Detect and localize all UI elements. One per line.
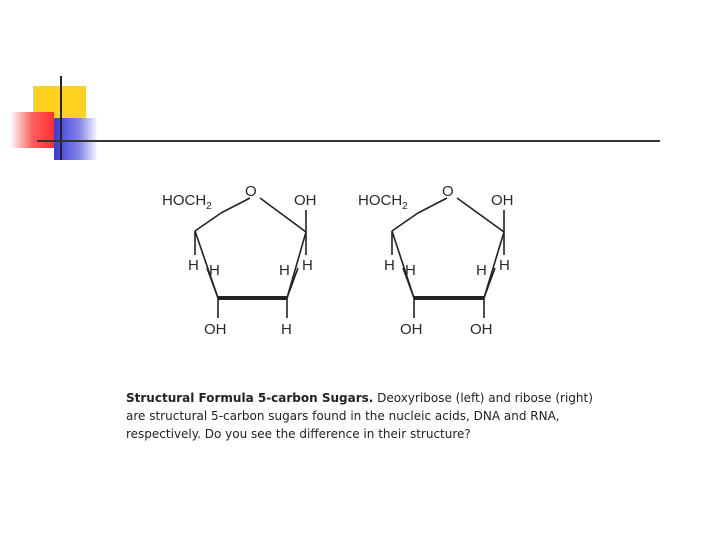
label-hoch2: $HOCH_2$ — [358, 192, 408, 212]
ring-bond-c4-o — [418, 198, 447, 213]
label-c4-h-right: H — [405, 262, 416, 279]
ring-bond-c4-top — [195, 213, 221, 231]
ring-bond-c4-o — [221, 198, 250, 213]
label-c1-h-left: H — [279, 262, 290, 279]
label-c1-oh: OH — [491, 192, 514, 209]
caption-body: Deoxyribose (left) and ribose (right) are structural 5-carbon sugars found in the nucleic acids, DNA and RNA, respectively. Do you see the difference in their structure? — [126, 391, 593, 441]
label-ring-oxygen: O — [245, 183, 257, 200]
label-c1-oh: OH — [294, 192, 317, 209]
label-c2-oh: OH — [470, 321, 493, 338]
label-c1-h-right: H — [302, 257, 313, 274]
figure-caption — [126, 389, 596, 443]
label-c3-oh: OH — [400, 321, 423, 338]
ribose-structure — [392, 198, 504, 318]
label-c1-h-left: H — [476, 262, 487, 279]
label-hoch2: $HOCH_2$ — [162, 192, 212, 212]
ribose-labels — [358, 183, 514, 338]
label-c2-h: H — [281, 321, 292, 338]
label-c3-oh: OH — [204, 321, 227, 338]
label-c4-h-right: H — [209, 262, 220, 279]
caption-title: Structural Formula 5-carbon Sugars. — [126, 391, 374, 405]
label-c4-h-left: H — [188, 257, 199, 274]
deoxyribose-structure — [195, 198, 306, 318]
ring-bond-c4-top — [392, 213, 418, 231]
label-ring-oxygen: O — [442, 183, 454, 200]
label-c4-h-left: H — [384, 257, 395, 274]
label-c1-h-right: H — [499, 257, 510, 274]
deoxyribose-labels — [162, 183, 317, 338]
